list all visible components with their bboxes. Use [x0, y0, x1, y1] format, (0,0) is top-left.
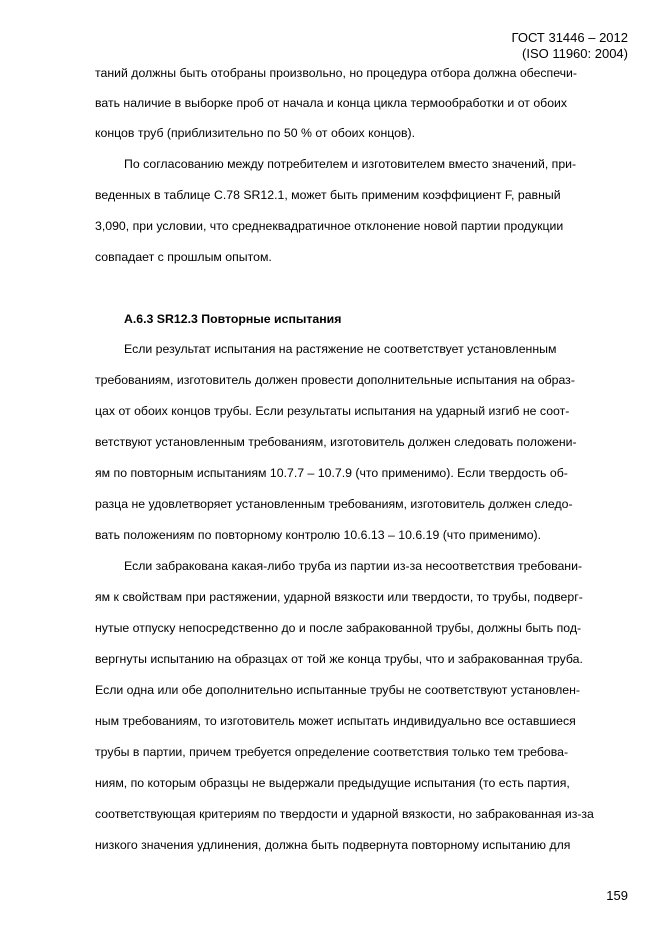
text-line: вергнуты испытанию на образцах от той же конца трубы, что и забракованная труба. [95, 652, 583, 666]
text-line: ным требованиям, то изготовитель может испытать индивидуально все оставшиеся [95, 714, 576, 728]
text-line: Если забракована какая-либо труба из партии из-за несоответствия требовани- [124, 559, 583, 573]
text-line: ветствуют установленным требованиям, изготовитель должен следовать положени- [95, 435, 577, 449]
text-line: совпадает с прошлым опытом. [95, 250, 272, 264]
text-line: Если одна или обе дополнительно испытанные трубы не соответствуют установлен- [95, 683, 581, 697]
text-line: веденных в таблице С.78 SR12.1, может быть применим коэффициент F, равный [95, 188, 561, 202]
text-line: разца не удовлетворяет установленным требованиям, изготовитель должен следо- [95, 497, 573, 511]
standard-designation: ГОСТ 31446 – 2012 [511, 30, 628, 45]
text-line: ям по повторным испытаниям 10.7.7 – 10.7.9 (что применимо). Если твердость об- [95, 466, 568, 480]
text-line: ниям, по которым образцы не выдержали предыдущие испытания (то есть партия, [95, 776, 570, 790]
text-line: требованиям, изготовитель должен провести дополнительные испытания на образ- [95, 373, 575, 387]
iso-designation: (ISO 11960: 2004) [522, 46, 628, 61]
section-heading: А.6.3 SR12.3 Повторные испытания [124, 312, 342, 326]
text-line: 3,090, при условии, что среднеквадратичное отклонение новой партии продукции [95, 219, 564, 233]
page-header [512, 30, 628, 62]
text-line: вать наличие в выборке проб от начала и конца цикла термообработки и от обоих [95, 96, 568, 110]
text-line: ям к свойствам при растяжении, ударной вязкости или твердости, то трубы, подверг- [95, 590, 583, 604]
text-line: цах от обоих концов трубы. Если результаты испытания на ударный изгиб не соот- [95, 404, 570, 418]
text-line: низкого значения удлинения, должна быть подвернута повторному испытанию для [95, 838, 571, 852]
text-line: нутые отпуску непосредственно до и после забракованной трубы, должны быть под- [95, 621, 582, 635]
text-line: таний должны быть отобраны произвольно, но процедура отбора должна обеспечи- [95, 66, 578, 80]
text-line: Если результат испытания на растяжение не соответствует установленным [124, 342, 557, 356]
text-line: трубы в партии, причем требуется определение соответствия только тем требова- [95, 745, 569, 759]
text-line: соответствующая критериям по твердости и ударной вязкости, но забракованная из-за [95, 807, 594, 821]
page-number: 159 [606, 888, 628, 903]
text-line: вать положениям по повторному контролю 10.6.13 – 10.6.19 (что применимо). [95, 528, 542, 542]
text-line: концов труб (приблизительно по 50 % от обоих концов). [95, 126, 416, 140]
text-line: По согласованию между потребителем и изготовителем вместо значений, при- [124, 157, 577, 171]
